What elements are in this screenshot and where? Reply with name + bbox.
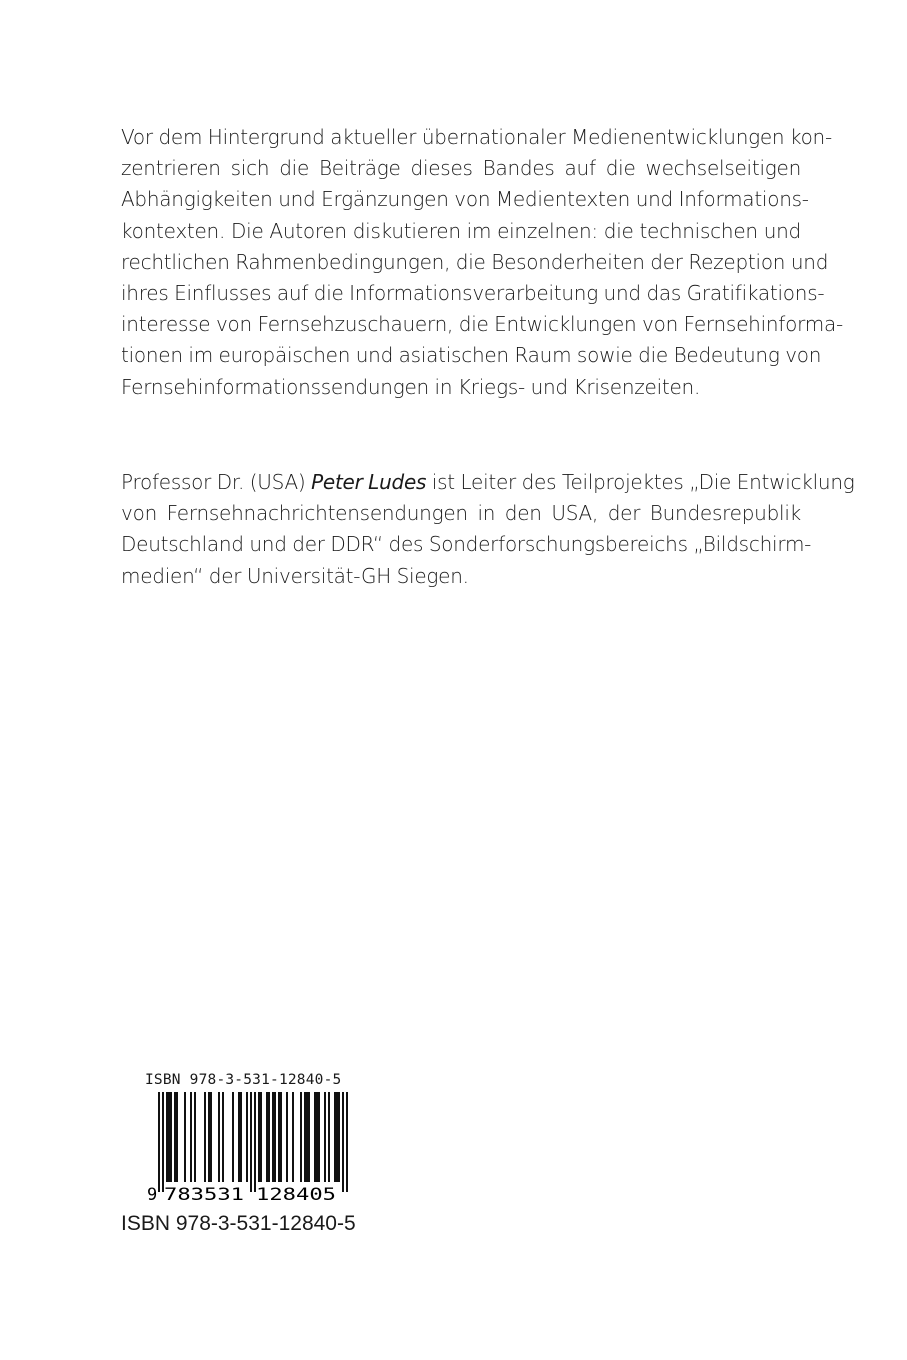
blurb-line: Vor dem Hintergrund aktueller übernationaler Medienentwicklungen kon- [121,125,832,149]
author-bio-line: von Fernsehnachrichtensendungen in den USA, der Bundesrepublik [121,501,801,526]
barcode-bar [222,1092,224,1182]
barcode-bar [328,1092,330,1182]
blurb-line: rechtlichen Rahmenbedingungen, die Besonderheiten der Rezeption und [121,249,829,274]
author-bio-paragraph [121,467,855,592]
barcode-bar [278,1092,280,1182]
barcode-bar [208,1092,210,1182]
author-bio-line: Deutschland und der DDR“ des Sonderforschungsbereichs „Bildschirm- [121,532,812,557]
author-bio-suffix: ist Leiter des Teilprojektes „Die Entwicklung [426,470,855,494]
barcode-bar [258,1092,260,1182]
barcode-bar [232,1092,234,1182]
blurb-line: interesse von Fernsehzuschauern, die Entwicklungen von Fernsehinforma- [121,312,843,337]
barcode-bar [336,1092,338,1182]
barcode-bar [246,1092,248,1182]
barcode-bar [272,1092,274,1182]
barcode-bar [316,1092,318,1182]
barcode-bar [286,1092,288,1182]
barcode-digits-left: 783531 [164,1185,244,1204]
barcode-bar [300,1092,302,1182]
barcode-bar [194,1092,196,1182]
barcode-bar [280,1092,282,1182]
barcode-bar [184,1092,186,1182]
barcode-bar [266,1092,268,1182]
barcode-bar [346,1092,348,1192]
blurb-line: tionen im europäischen und asiatischen Raum sowie die Bedeutung von [121,343,822,368]
ean-barcode [143,1092,373,1204]
blurb-paragraph [121,122,843,403]
author-name: Peter Ludes [311,470,427,494]
barcode-bar [306,1092,308,1182]
barcode-bar [342,1092,344,1192]
blurb-line: kontexten. Die Autoren diskutieren im einzelnen: die technischen und [121,218,801,243]
blurb-line: zentrieren sich die Beiträge dieses Bandes auf die wechselseitigen [121,156,801,181]
barcode-bar [254,1092,256,1192]
barcode-bar [204,1092,206,1182]
blurb-line: Fernsehinformationssendungen in Kriegs- und Krisenzeiten. [121,374,701,399]
barcode-bar [166,1092,168,1182]
barcode-bar [268,1092,270,1182]
barcode-bar [158,1092,160,1192]
barcode-bar [176,1092,178,1182]
blurb-line: ihres Einflusses auf die Informationsverarbeitung und das Gratifikations- [121,281,825,306]
barcode-bar [292,1092,294,1182]
barcode-bars [158,1092,348,1192]
isbn-barcode-caption: ISBN 978-3-531-12840-5 [145,1072,342,1088]
barcode-bar [334,1092,336,1182]
barcode-bar [308,1092,310,1182]
author-bio-line [121,467,855,498]
barcode-bar [304,1092,306,1182]
barcode-bar [274,1092,276,1182]
barcode-bar [338,1092,340,1182]
barcode-bar [168,1092,170,1182]
blurb-line: Abhängigkeiten und Ergänzungen von Medientexten und Informations- [121,187,809,212]
barcode-bar [174,1092,176,1182]
barcode-bar [318,1092,320,1182]
barcode-block [143,1072,373,1204]
barcode-bar [314,1092,316,1182]
barcode-bar [250,1092,252,1192]
barcode-bar [162,1092,164,1192]
barcode-digit-first: 9 [147,1185,158,1204]
barcode-bar [210,1092,212,1182]
barcode-bar [238,1092,240,1182]
barcode-bar [260,1092,262,1182]
author-bio-prefix: Professor Dr. (USA) [121,470,312,494]
barcode-bar [218,1092,220,1182]
barcode-bar [190,1092,192,1182]
barcode-bar [324,1092,326,1182]
barcode-digits-right: 128405 [256,1185,336,1204]
isbn-number: ISBN 978-3-531-12840-5 [121,1212,356,1235]
barcode-bar [240,1092,242,1182]
barcode-bar [170,1092,172,1182]
author-bio-line: medien“ der Universität-GH Siegen. [121,563,469,588]
